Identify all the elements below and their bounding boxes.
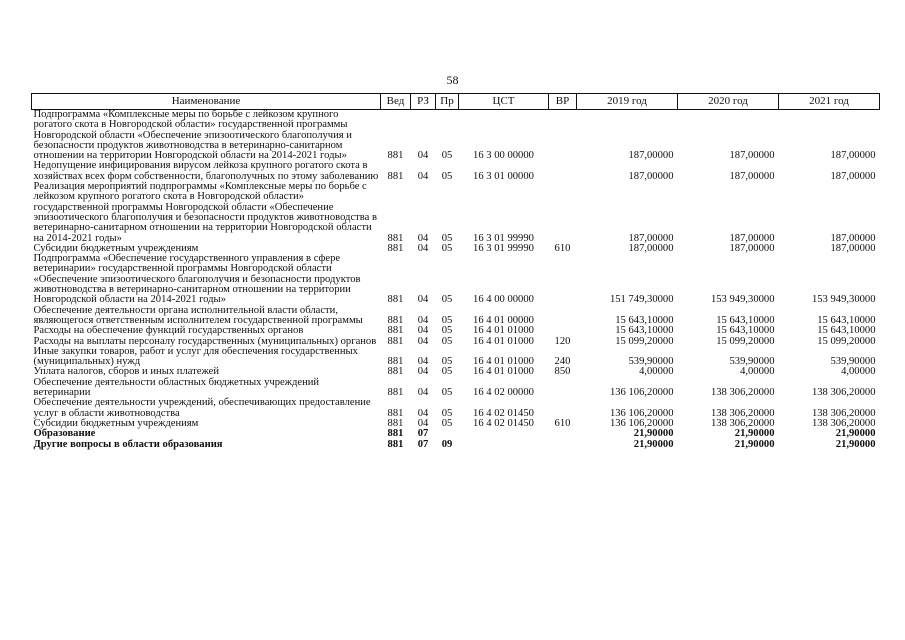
header-ved: Вед (381, 94, 411, 110)
row-2020: 187,00000 (729, 232, 775, 244)
header-cst: ЦСТ (459, 94, 549, 110)
row-rz: 07 (417, 438, 429, 450)
row-pr: 05 (441, 417, 453, 429)
row-2020: 15 099,20000 (716, 335, 775, 347)
header-2019: 2019 год (577, 94, 678, 110)
row-name: Субсидии бюджетным учреждениям (33, 417, 199, 429)
row-ved: 881 (387, 170, 404, 182)
row-name: Подпрограмма «Обеспечение государственного управления в сфере ветеринарии» государственной программы Новгородской области «Обеспечение эпизоотического благополучия и безопасности продуктов животноводства в ветеринарно-санитарном отношении на территории Новгородской области на 2014-2021 годы» (33, 253, 361, 306)
row-2019: 21,90000 (633, 428, 674, 440)
row-rz: 04 (417, 150, 429, 162)
table-row (32, 398, 880, 419)
row-2020: 21,90000 (734, 438, 775, 450)
row-cst: 16 4 00 00000 (473, 294, 534, 306)
row-pr: 05 (441, 366, 453, 378)
row-vr (549, 440, 577, 450)
row-cst: 16 4 01 01000 (473, 325, 534, 337)
row-2021: 153 949,30000 (811, 294, 876, 306)
row-2021: 187,00000 (830, 242, 876, 254)
table-row (32, 378, 880, 399)
row-2020: 15 643,10000 (716, 325, 775, 337)
row-2021: 187,00000 (830, 232, 876, 244)
row-pr: 05 (441, 294, 453, 306)
row-ved: 881 (387, 428, 404, 440)
row-pr: 05 (441, 232, 453, 244)
row-vr: 610 (554, 242, 571, 254)
row-ved: 881 (387, 387, 404, 399)
row-2021: 138 306,20000 (811, 407, 876, 419)
row-2019: 136 106,20000 (609, 417, 674, 429)
row-ved: 881 (387, 314, 404, 326)
header-pr: Пр (436, 94, 459, 110)
row-ved: 881 (387, 366, 404, 378)
row-rz: 04 (417, 417, 429, 429)
row-vr: 120 (554, 335, 571, 347)
row-vr (549, 306, 577, 327)
row-2021: 539,90000 (830, 356, 876, 368)
row-2019: 187,00000 (628, 242, 674, 254)
row-rz: 04 (417, 170, 429, 182)
header-name: Наименование (32, 94, 381, 110)
table-row (32, 326, 880, 336)
row-pr: 05 (441, 356, 453, 368)
row-vr (549, 326, 577, 336)
row-rz: 04 (417, 366, 429, 378)
row-rz: 07 (417, 428, 429, 440)
row-cst: 16 4 01 01000 (473, 356, 534, 368)
row-2021: 21,90000 (835, 438, 876, 450)
row-ved: 881 (387, 335, 404, 347)
row-2020: 187,00000 (729, 242, 775, 254)
row-vr: 850 (554, 366, 571, 378)
row-2021: 4,00000 (841, 366, 876, 378)
row-vr (549, 110, 577, 162)
row-pr: 09 (441, 438, 453, 450)
row-2019: 15 099,20000 (615, 335, 674, 347)
page-number: 58 (446, 73, 459, 87)
row-2020: 138 306,20000 (710, 407, 775, 419)
row-rz: 04 (417, 387, 429, 399)
table-row (32, 161, 880, 182)
row-vr (549, 182, 577, 244)
row-2019: 187,00000 (628, 232, 674, 244)
row-rz: 04 (417, 407, 429, 419)
table-row (32, 440, 880, 450)
row-name: Реализация мероприятий подпрограммы «Комплексные меры по борьбе с лейкозом крупного рогатого скота в Новгородской области» государственной программы Новгородской области «Обеспечение эпизоотического благополучия и безопасности продуктов животноводства в ветеринарно-санитарном отношении на территории Новгородской области на 2014-2021 годы» (33, 181, 377, 244)
row-2019: 136 106,20000 (609, 407, 674, 419)
row-cst: 16 4 02 01450 (473, 407, 534, 419)
row-cst: 16 4 02 01450 (473, 417, 534, 429)
table-row (32, 182, 880, 244)
table-row (32, 347, 880, 368)
row-2019: 539,90000 (628, 356, 674, 368)
table-row (32, 306, 880, 327)
row-2020: 138 306,20000 (710, 387, 775, 399)
row-pr: 05 (441, 407, 453, 419)
row-rz: 04 (417, 242, 429, 254)
row-2019: 187,00000 (628, 150, 674, 162)
row-rz: 04 (417, 325, 429, 337)
row-name: Расходы на выплаты персоналу государственных (муниципальных) органов (33, 335, 377, 347)
row-2021: 138 306,20000 (811, 417, 876, 429)
row-name: Недопущение инфицирования вирусом лейкоза крупного рогатого скота в хозяйствах всех форм собственности, благополучных по этому заболеванию (33, 160, 379, 182)
row-2019: 15 643,10000 (615, 314, 674, 326)
row-name: Подпрограмма «Комплексные меры по борьбе с лейкозом крупного рогатого скота в Новгородской области» государственной программы Новгородской области «Обеспечение эпизоотического благополучия и безопасности продуктов животноводства в ветеринарно-санитарном отношении на территории Новгородской области на 2014-2021 годы» (33, 109, 352, 162)
row-2020: 15 643,10000 (716, 314, 775, 326)
row-rz: 04 (417, 232, 429, 244)
row-vr (549, 254, 577, 305)
row-2020: 138 306,20000 (710, 417, 775, 429)
row-2020: 539,90000 (729, 356, 775, 368)
row-pr: 05 (441, 335, 453, 347)
row-rz: 04 (417, 356, 429, 368)
table-row (32, 254, 880, 305)
row-2020: 21,90000 (734, 428, 775, 440)
row-rz: 04 (417, 335, 429, 347)
row-cst: 16 4 01 01000 (473, 335, 534, 347)
row-ved: 881 (387, 356, 404, 368)
row-2021: 15 643,10000 (817, 325, 876, 337)
budget-table (31, 93, 880, 450)
row-pr: 05 (441, 150, 453, 162)
row-cst: 16 4 01 00000 (473, 314, 534, 326)
row-vr: 610 (554, 417, 571, 429)
row-name: Обеспечение деятельности областных бюджетных учреждений ветеринарии (33, 376, 320, 399)
row-pr: 05 (441, 325, 453, 337)
row-rz: 04 (417, 314, 429, 326)
row-2019: 21,90000 (633, 438, 674, 450)
row-2020: 4,00000 (740, 366, 775, 378)
row-2019: 136 106,20000 (609, 387, 674, 399)
row-2019: 15 643,10000 (615, 325, 674, 337)
row-ved: 881 (387, 294, 404, 306)
row-cst (459, 440, 549, 450)
row-2021: 187,00000 (830, 150, 876, 162)
row-2021: 15 643,10000 (817, 314, 876, 326)
row-2021: 138 306,20000 (811, 387, 876, 399)
table-row (32, 110, 880, 162)
row-ved: 881 (387, 438, 404, 450)
row-rz: 04 (417, 294, 429, 306)
row-vr: 240 (554, 356, 571, 368)
row-pr: 05 (441, 314, 453, 326)
row-2021: 15 099,20000 (817, 335, 876, 347)
row-cst (459, 429, 549, 439)
row-ved: 881 (387, 325, 404, 337)
row-2021: 187,00000 (830, 170, 876, 182)
row-name: Обеспечение деятельности органа исполнительной власти области, являющегося ответственным исполнителем государственной программы (33, 304, 363, 326)
row-cst: 16 4 02 00000 (473, 387, 534, 399)
header-vr: ВР (549, 94, 577, 110)
header-2020: 2020 год (678, 94, 779, 110)
row-cst: 16 3 01 99990 (473, 232, 534, 244)
row-ved: 881 (387, 242, 404, 254)
row-vr (549, 429, 577, 439)
table-header-row (32, 94, 880, 110)
row-pr: 05 (441, 242, 453, 254)
row-2019: 4,00000 (639, 366, 674, 378)
row-pr: 05 (441, 387, 453, 399)
row-2020: 153 949,30000 (710, 294, 775, 306)
row-vr (549, 161, 577, 182)
row-ved: 881 (387, 407, 404, 419)
row-name: Уплата налогов, сборов и иных платежей (33, 366, 220, 378)
row-cst: 16 3 00 00000 (473, 150, 534, 162)
row-name: Расходы на обеспечение функций государственных органов (33, 325, 304, 337)
row-name: Образование (33, 428, 96, 440)
row-2019: 187,00000 (628, 170, 674, 182)
row-name: Обеспечение деятельности учреждений, обеспечивающих предоставление услуг в области животноводства (33, 397, 371, 419)
row-ved: 881 (387, 232, 404, 244)
row-cst: 16 3 01 00000 (473, 170, 534, 182)
row-pr (436, 429, 459, 439)
row-name: Иные закупки товаров, работ и услуг для обеспечения государственных (муниципальных) нужд (33, 345, 358, 368)
row-2019: 151 749,30000 (609, 294, 674, 306)
row-vr (549, 398, 577, 419)
row-2020: 187,00000 (729, 170, 775, 182)
row-cst: 16 3 01 99990 (473, 242, 534, 254)
row-vr (549, 378, 577, 399)
row-pr: 05 (441, 170, 453, 182)
row-name: Субсидии бюджетным учреждениям (33, 242, 199, 254)
table-row (32, 429, 880, 439)
row-2020: 187,00000 (729, 150, 775, 162)
row-name: Другие вопросы в области образования (33, 438, 223, 450)
header-2021: 2021 год (779, 94, 880, 110)
row-cst: 16 4 01 01000 (473, 366, 534, 378)
row-ved: 881 (387, 150, 404, 162)
row-ved: 881 (387, 417, 404, 429)
header-rz: РЗ (411, 94, 436, 110)
row-2021: 21,90000 (835, 428, 876, 440)
